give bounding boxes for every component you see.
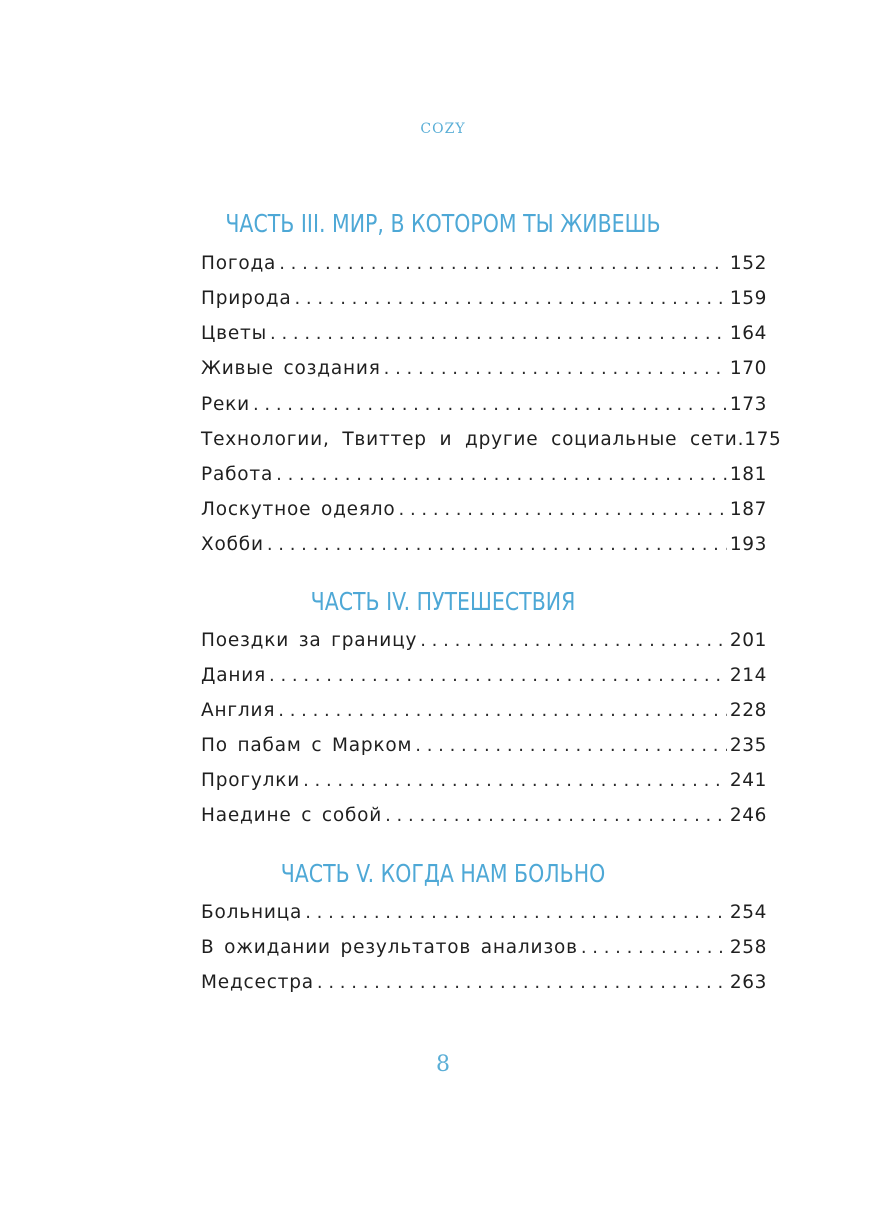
toc-entry-title: Дания (201, 665, 267, 686)
dot-leader (278, 700, 727, 721)
running-head: COZY (420, 121, 466, 137)
dot-leader (253, 394, 727, 415)
toc-entry[interactable] (201, 665, 767, 689)
toc-entry-page: 175 (744, 429, 782, 450)
toc-entry-page: 170 (729, 358, 767, 379)
toc-entry-page: 187 (729, 499, 767, 520)
toc-entry[interactable] (201, 805, 767, 829)
dot-leader (303, 770, 727, 791)
dot-leader (420, 630, 727, 651)
part-4-title: ЧАСТЬ IV. ПУТЕШЕСТВИЯ (310, 587, 576, 616)
toc-entry[interactable] (201, 499, 767, 523)
dot-leader (415, 735, 727, 756)
toc-entry-page: 263 (729, 972, 767, 993)
toc-entry-page: 173 (729, 394, 767, 415)
toc-entry-page: 228 (729, 700, 767, 721)
toc-entry-page: 193 (729, 534, 767, 555)
toc-entry[interactable] (201, 358, 767, 382)
toc-entry-page: 201 (729, 630, 767, 651)
toc-entry[interactable] (201, 770, 767, 794)
toc-entry-page: 159 (729, 288, 767, 309)
toc-entry-page: 181 (729, 464, 767, 485)
dot-leader (385, 805, 727, 826)
toc-entry[interactable] (201, 534, 767, 558)
toc-entry[interactable] (201, 972, 767, 996)
dot-leader (267, 534, 727, 555)
toc-entry-page: 164 (729, 323, 767, 344)
dot-leader (294, 288, 726, 309)
toc-entry[interactable] (201, 288, 767, 312)
toc-entry-title: Реки (201, 394, 250, 415)
toc-entry-page: 214 (729, 665, 767, 686)
toc-entry[interactable] (201, 323, 767, 347)
toc-entry-page: 258 (729, 937, 767, 958)
toc-entry-title: Цветы (201, 323, 268, 344)
dot-leader (305, 902, 727, 923)
toc-entry[interactable] (201, 735, 767, 759)
toc-entry-page: 235 (729, 735, 767, 756)
toc-entry-title: Англия (201, 700, 276, 721)
toc-entry-title: Медсестра (201, 972, 314, 993)
toc-entry-title: Наедине с собой (201, 805, 383, 826)
toc-entry[interactable] (201, 464, 767, 488)
part-3-title: ЧАСТЬ III. МИР, В КОТОРОМ ТЫ ЖИВЕШЬ (225, 209, 661, 238)
page-number: 8 (436, 1052, 450, 1077)
dot-leader (317, 972, 727, 993)
toc-entry-title: По пабам с Марком (201, 735, 413, 756)
toc-entry[interactable] (201, 394, 767, 418)
toc-entry[interactable] (201, 630, 767, 654)
toc-entry[interactable] (201, 700, 767, 724)
part-5-title: ЧАСТЬ V. КОГДА НАМ БОЛЬНО (280, 859, 606, 888)
dot-leader (269, 665, 727, 686)
dot-leader (276, 464, 727, 485)
toc-entry-page: 254 (729, 902, 767, 923)
toc-entry-title: Работа (201, 464, 274, 485)
dot-leader (279, 253, 727, 274)
toc-entry-title: Технологии, Твиттер и другие социальные сети. (201, 429, 745, 450)
toc-entry-title: Живые создания (201, 358, 381, 379)
toc-entry-title: Поездки за границу (201, 630, 418, 651)
toc-entry-page: 152 (729, 253, 767, 274)
toc-entry[interactable] (201, 253, 767, 277)
dot-leader (270, 323, 727, 344)
toc-entry-title: Природа (201, 288, 292, 309)
toc-entry-page: 241 (729, 770, 767, 791)
toc-entry-title: Прогулки (201, 770, 301, 791)
toc-entry-title: Хобби (201, 534, 264, 555)
toc-entry-title: Лоскутное одеяло (201, 499, 396, 520)
toc-entry[interactable] (201, 937, 767, 961)
toc-entry-title: Погода (201, 253, 277, 274)
toc-entry[interactable] (201, 902, 767, 926)
dot-leader (581, 937, 727, 958)
toc-entry-title: Больница (201, 902, 303, 923)
toc-entry-title: В ожидании результатов анализов (201, 937, 578, 958)
dot-leader (384, 358, 727, 379)
toc-entry[interactable] (201, 429, 782, 453)
toc-entry-page: 246 (729, 805, 767, 826)
dot-leader (399, 499, 727, 520)
